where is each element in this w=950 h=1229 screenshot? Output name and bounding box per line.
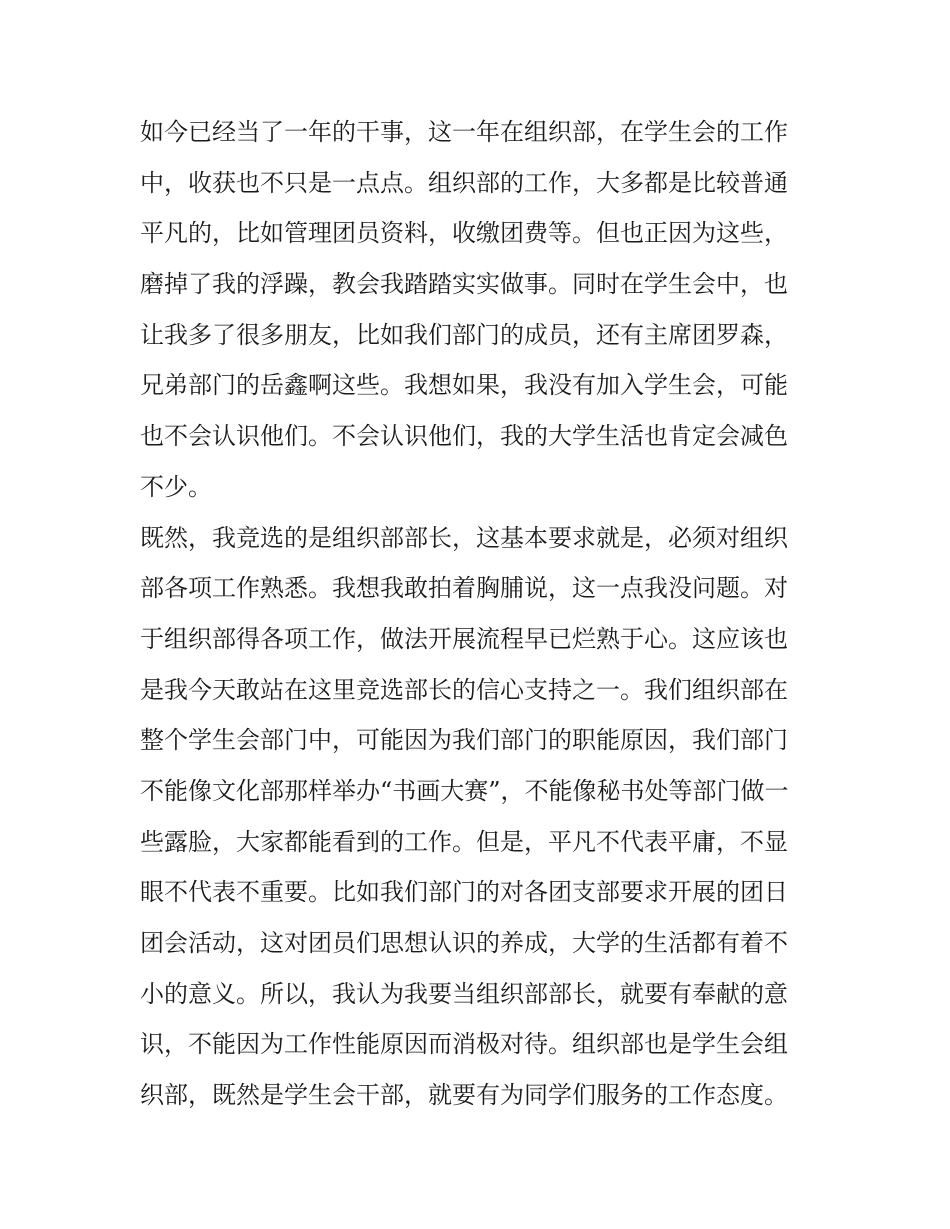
text-line: 织部，既然是学生会干部，就要有为同学们服务的工作态度。	[140, 1081, 788, 1110]
text-line: 于组织部得各项工作，做法开展流程早已烂熟于心。这应该也	[140, 624, 788, 653]
text-line: 不少。	[140, 472, 212, 501]
text-line: 眼不代表不重要。比如我们部门的对各团支部要求开展的团日	[140, 878, 788, 907]
text-line: 既然，我竞选的是组织部部长，这基本要求就是，必须对组织	[140, 523, 788, 552]
text-line: 识，不能因为工作性能原因而消极对待。组织部也是学生会组	[140, 1030, 788, 1059]
text-line: 也不会认识他们。不会认识他们，我的大学生活也肯定会减色	[140, 422, 788, 451]
text-line: 如今已经当了一年的干事，这一年在组织部，在学生会的工作	[140, 118, 788, 146]
text-line: 些露脸，大家都能看到的工作。但是，平凡不代表平庸，不显	[140, 827, 788, 856]
text-line: 兄弟部门的岳鑫啊这些。我想如果，我没有加入学生会，可能	[140, 371, 788, 400]
text-line: 让我多了很多朋友，比如我们部门的成员，还有主席团罗森，	[140, 320, 788, 349]
text-line: 不能像文化部那样举办“书画大赛”，不能像秘书处等部门做一	[140, 776, 789, 805]
text-line: 整个学生会部门中，可能因为我们部门的职能原因，我们部门	[140, 726, 788, 755]
text-line: 磨掉了我的浮躁，教会我踏踏实实做事。同时在学生会中，也	[140, 270, 788, 299]
text-line: 是我今天敢站在这里竞选部长的信心支持之一。我们组织部在	[140, 675, 788, 704]
text-line: 中，收获也不只是一点点。组织部的工作，大多都是比较普通	[140, 168, 788, 197]
text-line: 部各项工作熟悉。我想我敢拍着胸脯说，这一点我没问题。对	[140, 574, 788, 603]
text-line: 团会活动，这对团员们思想认识的养成，大学的生活都有着不	[140, 929, 788, 957]
document-body	[140, 107, 810, 1121]
text-line: 小的意义。所以，我认为我要当组织部部长，就要有奉献的意	[140, 979, 788, 1008]
text-line: 平凡的，比如管理团员资料，收缴团费等。但也正因为这些，	[140, 219, 788, 248]
